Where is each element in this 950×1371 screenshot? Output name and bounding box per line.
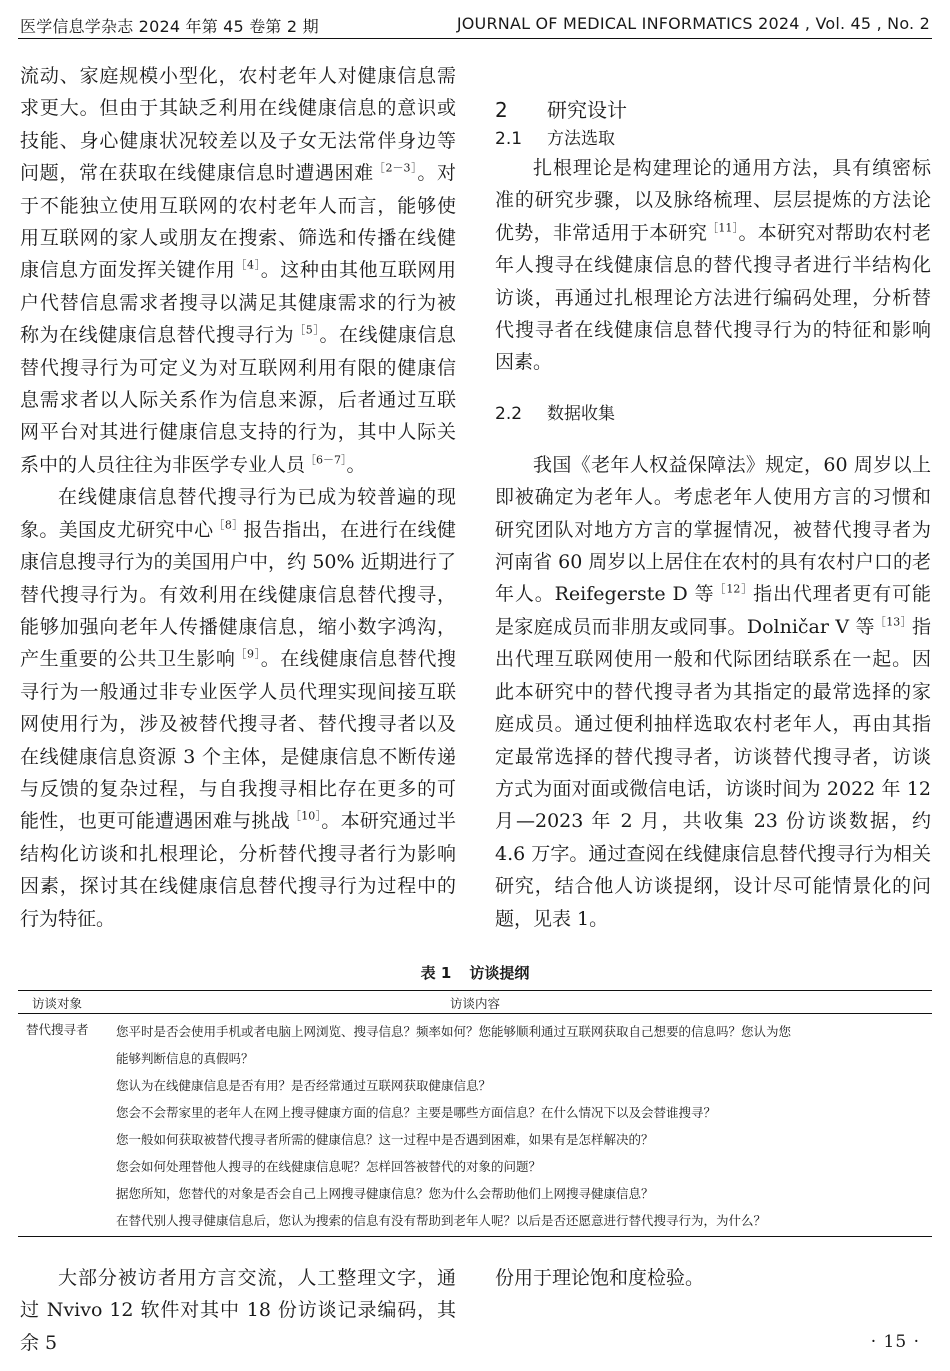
- table-row: 在替代别人搜寻健康信息后，您认为搜索的信息有没有帮助到老年人呢？以后是否还愿意进行替代搜寻行为，为什么？: [116, 1213, 767, 1228]
- bottom-left-text: [20, 1262, 456, 1359]
- citation: ［13］: [874, 615, 912, 629]
- table-title: 表 1 访谈提纲: [420, 964, 530, 982]
- table-header-row: [18, 991, 932, 1014]
- column-header-subject: 访谈对象: [32, 996, 83, 1011]
- paragraph-1: 流动、家庭规模小型化，农村老年人对健康信息需求更大。但由于其缺乏利用在线健康信息的意识或技能、身心健康状况较差以及子女无法常伴身边等问题，常在获取在线健康信息时遭遇困难$^{[2-3]}$。对于不能独立使用互联网的农村老年人而言，能够使用互联网的家人或朋友在搜索、筛选和传播在线健康信息方面发挥关键作用$^{[4]}$。这种由其他互联网用户代替信息需求者搜寻以满足其健康需求的行为被称为在线健康信息替代搜寻行为$^{[5]}$。在线健康信息替代搜寻行为可定义为对互联网利用有限的健康信息需求者以人际关系作为信息来源，后者通过互联网平台对其进行健康信息支持的行为，其中人际关系中的人员往往为非医学专业人员$^{[6-7]}$。: [20, 65, 456, 476]
- citation: ［6－7］: [305, 453, 347, 467]
- table-cell-subject: 替代搜寻者: [26, 1022, 89, 1037]
- right-column: [495, 94, 931, 935]
- table-row: 您平时是否会使用手机或者电脑上网浏览、搜寻信息？频率如何？您能够顺利通过互联网获取自己想要的信息吗？您认为您: [116, 1024, 792, 1039]
- subsection-heading-data: 2.2 数据收集: [495, 403, 615, 424]
- running-header: [18, 0, 932, 39]
- paragraph-coding: 大部分被访者用方言交流，人工整理文字，通过 Nvivo 12 软件对其中 18 份访谈记录编码，其余 5: [20, 1267, 456, 1354]
- table-row: 您会如何处理替他人搜寻的在线健康信息呢？怎样回答被替代的对象的问题？: [116, 1159, 542, 1174]
- journal-header-cn: 医学信息学杂志 2024 年第 45 卷第 2 期: [20, 17, 319, 36]
- citation: ［12］: [714, 583, 754, 597]
- paragraph-method: 扎根理论是构建理论的通用方法，具有缜密标准的研究步骤，以及脉络梳理、层层提炼的方法论优势，非常适用于本研究$^{[11]}$。本研究对帮助农村老年人搜寻在线健康信息的替代搜寻者进行半结构化访谈，再通过扎根理论方法进行编码处理，分析替代搜寻者在线健康信息替代搜寻行为的特征和影响因素。: [495, 157, 931, 374]
- bottom-right-text: [495, 1262, 931, 1294]
- citation: ［5］: [294, 323, 320, 337]
- left-column: [20, 60, 456, 935]
- table-row: 您一般如何获取被替代搜寻者所需的健康信息？这一过程中是否遇到困难，如果有是怎样解决的？: [116, 1132, 654, 1147]
- journal-header-en: JOURNAL OF MEDICAL INFORMATICS 2024 , Vol. 45 , No. 2: [456, 14, 930, 33]
- citation: ［4］: [235, 259, 261, 273]
- citation: ［2－3］: [373, 161, 418, 175]
- paragraph-data: 我国《老年人权益保障法》规定，60 周岁以上即被确定为老年人。考虑老年人使用方言的习惯和研究团队对地方方言的掌握情况，被替代搜寻者为河南省 60 周岁以上居住在农村的具有农村户口的老年人。Reifegerste D 等$^{[12]}$指出代理者更有可能是家庭成员而非朋友或同事。Dolničar V 等$^{[13]}$指出代理互联网使用一般和代际团结联系在一起。因此本研究中的替代搜寻者为其指定的最常选择的家庭成员。通过便利抽样选取农村老年人，再由其指定最常选择的替代搜寻者，访谈替代搜寻者，访谈方式为面对面或微信电话，访谈时间为 2022 年 12 月—2023 年 2 月，共收集 23 份访谈数据，约 4.6 万字。通过查阅在线健康信息替代搜寻行为相关研究，结合他人访谈提纲，设计尽可能情景化的问题，见表 1。: [495, 453, 932, 930]
- section-heading: 2 研究设计: [495, 98, 627, 122]
- paragraph-coding-cont: 份用于理论饱和度检验。: [495, 1267, 705, 1289]
- table-row: 能够判断信息的真假吗？: [116, 1051, 254, 1066]
- citation: ［8］: [213, 518, 244, 532]
- table-row: 您会不会帮家里的老年人在网上搜寻健康方面的信息？主要是哪些方面信息？在什么情况下以及会替谁搜寻？: [116, 1105, 717, 1120]
- paragraph-2: 在线健康信息替代搜寻行为已成为较普遍的现象。美国皮尤研究中心$^{[8]}$报告指出，在进行在线健康信息搜寻行为的美国用户中，约 50% 近期进行了替代搜寻行为。有效利用在线健康信息替代搜寻，能够加强向老年人传播健康信息，缩小数字鸿沟，产生重要的公共卫生影响$^{[9]}$。在线健康信息替代搜寻行为一般通过非专业医学人员代理实现间接互联网使用行为，涉及被替代搜寻者、替代搜寻者以及在线健康信息资源 3 个主体，是健康信息不断传递与反馈的复杂过程，与自我搜寻相比存在更多的可能性，也更可能遭遇困难与挑战$^{[10]}$。本研究通过半结构化访谈和扎根理论，分析替代搜寻者行为影响因素，探讨其在线健康信息替代搜寻行为过程中的行为特征。: [20, 486, 456, 930]
- table-row: 据您所知，您替代的对象是否会自己上网搜寻健康信息？您为什么会帮助他们上网搜寻健康信息？: [116, 1186, 654, 1201]
- citation: ［11］: [707, 221, 739, 235]
- subsection-heading-method: 2.1 方法选取: [495, 129, 615, 149]
- page-number: · 15 ·: [870, 1332, 920, 1352]
- interview-outline-table: [18, 990, 932, 1237]
- table-body: [18, 1014, 932, 1236]
- citation: ［9］: [235, 647, 261, 661]
- citation: ［10］: [289, 810, 322, 824]
- column-header-content: 访谈内容: [449, 996, 500, 1011]
- table-row: 您认为在线健康信息是否有用？是否经常通过互联网获取健康信息？: [116, 1078, 492, 1093]
